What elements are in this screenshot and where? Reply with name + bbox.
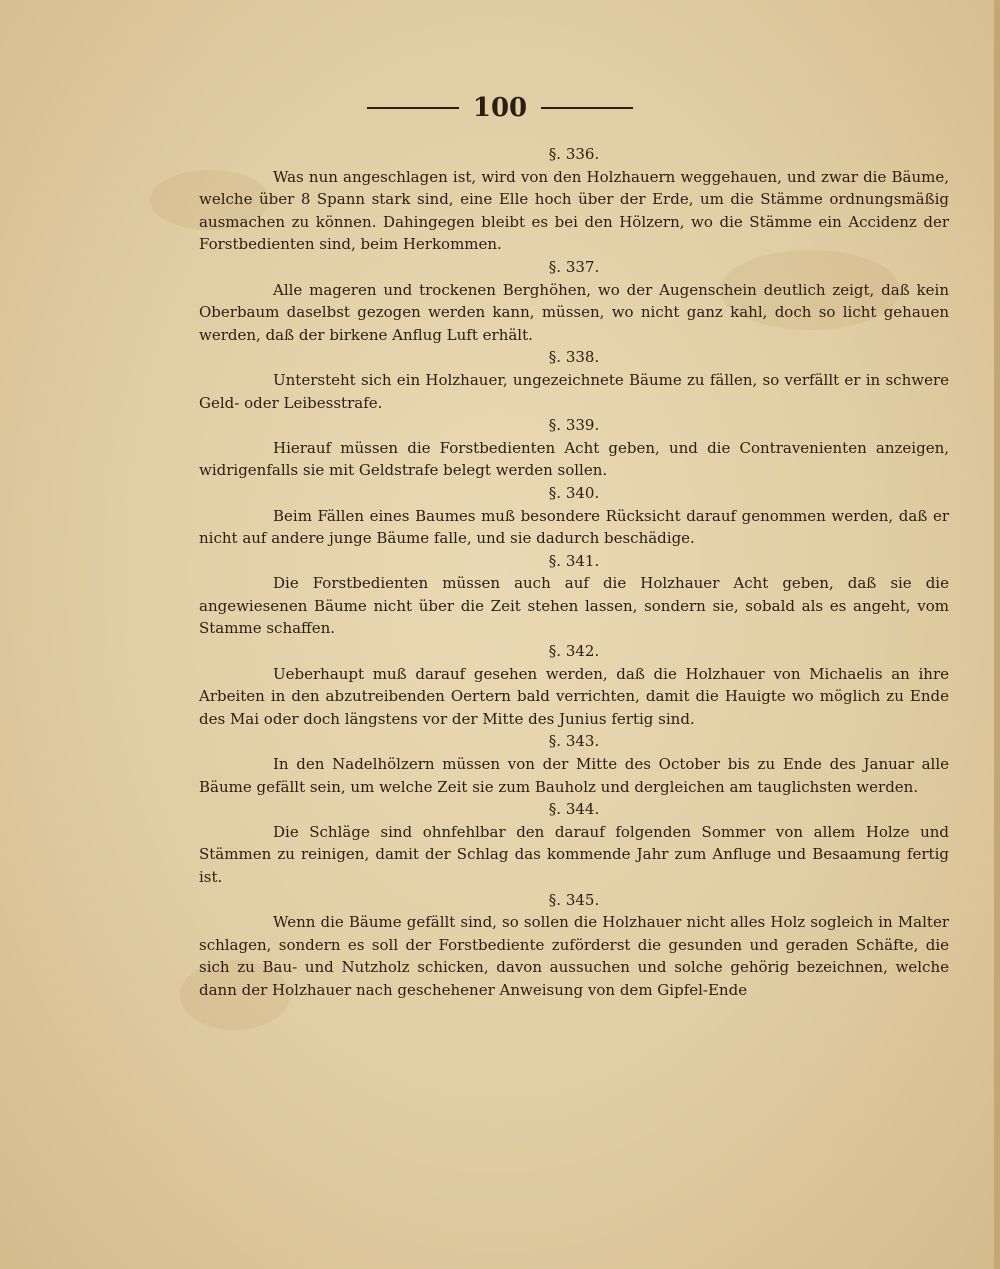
- page-body: [199, 143, 949, 1002]
- section-345: [199, 889, 949, 1002]
- section-heading: §. 338.: [548, 348, 600, 367]
- section-heading: §. 337.: [548, 257, 600, 276]
- section-text: Beim Fällen eines Baumes muß besondere Rücksicht darauf genommen werden, daß er nicht auf andere junge Bäume falle, und sie dadurch beschädige.: [199, 506, 949, 548]
- section-heading: §. 341.: [548, 551, 600, 570]
- section-338: [199, 346, 949, 414]
- section-heading: §. 343.: [548, 732, 600, 751]
- section-heading: §. 339.: [548, 416, 600, 435]
- section-heading: §. 345.: [548, 890, 600, 909]
- section-text: In den Nadelhölzern müssen von der Mitte des October bis zu Ende des Januar alle Bäume gefällt sein, um welche Zeit sie zum Bauholz und dergleichen am tauglichsten werden.: [199, 755, 949, 796]
- section-heading: §. 340.: [548, 483, 600, 502]
- section-text: Hierauf müssen die Forstbedienten Acht geben, und die Contravenienten anzeigen, widrigenfalls sie mit Geldstrafe belegt werden sollen.: [199, 438, 949, 480]
- page-header: [0, 92, 1000, 124]
- section-heading: §. 342.: [548, 642, 600, 661]
- header-rule-left: [367, 107, 459, 109]
- section-339: [199, 414, 949, 482]
- section-344: [199, 798, 949, 888]
- section-text: Untersteht sich ein Holzhauer, ungezeichnete Bäume zu fällen, so verfällt er in schwere Geld- oder Leibesstrafe.: [199, 370, 949, 412]
- page-number: 100: [472, 93, 528, 123]
- section-text: Die Forstbedienten müssen auch auf die Holzhauer Acht geben, daß sie die angewiesenen Bäume nicht über die Zeit stehen lassen, sondern sie, sobald als es angeht, vom Stamme schaffen.: [199, 574, 949, 638]
- section-341: [199, 550, 949, 640]
- section-text: Alle mageren und trockenen Berghöhen, wo der Augenschein deutlich zeigt, daß kein Oberbaum daselbst gezogen werden kann, müssen, wo nicht ganz kahl, doch so licht gehauen werden, daß der birkene Anflug Luft erhält.: [199, 280, 949, 344]
- section-text: Was nun angeschlagen ist, wird von den Holzhauern weggehauen, und zwar die Bäume, welche über 8 Spann stark sind, eine Elle hoch über der Erde, um die Stämme ordnungsmäßig ausmachen zu können. Dahingegen bleibt es bei den Hölzern, wo die Stämme ein Accidenz der Forstbedienten sind, beim Herkommen.: [199, 167, 949, 254]
- section-text: Ueberhaupt muß darauf gesehen werden, daß die Holzhauer von Michaelis an ihre Arbeiten in den abzutreibenden Oertern bald verrichten, damit die Hauigte wo möglich zu Ende des Mai oder doch längstens vor der Mitte des Junius fertig sind.: [199, 664, 949, 728]
- section-336: [199, 143, 949, 256]
- section-heading: §. 344.: [548, 800, 600, 819]
- header-rule-right: [541, 107, 633, 109]
- section-text: Wenn die Bäume gefällt sind, so sollen die Holzhauer nicht alles Holz sogleich in Malter schlagen, sondern es soll der Forstbediente zuförderst die gesunden und geraden Schäfte, die sich zu Bau- und Nutzholz schicken, davon aussuchen und solche gehörig bezeichnen, welche dann der Holzhauer nach geschehener Anweisung von dem Gipfel-Ende: [199, 913, 949, 999]
- section-340: [199, 482, 949, 550]
- section-342: [199, 640, 949, 730]
- section-heading: §. 336.: [548, 145, 600, 163]
- section-text: Die Schläge sind ohnfehlbar den darauf folgenden Sommer von allem Holze und Stämmen zu reinigen, damit der Schlag das kommende Jahr zum Anfluge und Besaamung fertig ist.: [199, 822, 949, 886]
- section-343: [199, 730, 949, 798]
- section-337: [199, 256, 949, 346]
